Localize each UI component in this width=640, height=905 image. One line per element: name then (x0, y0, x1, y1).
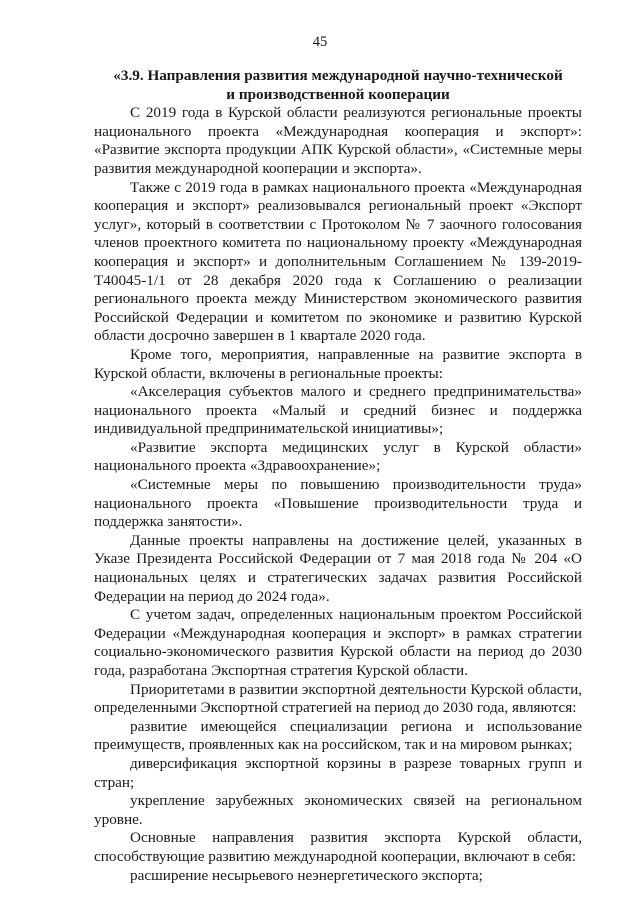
section-heading-line-2: и производственной кооперации (226, 85, 450, 103)
paragraph-export-strategy: С учетом задач, определенных национальным проектом Российской Федерации «Международная кооперация и экспорт» в рамках стратегии социально-экономического развития Курской области на период до 2030 года, разработана Экспортная стратегия Курской области. (94, 606, 582, 679)
paragraph-presidential-decree: Данные проекты направлены на достижение целей, указанных в Указе Президента Российской Федерации от 7 мая 2018 года № 204 «О национальных целях и стратегических задачах развития Российской Федерации на период до 2024 года». (94, 531, 582, 605)
page-content (94, 67, 582, 885)
paragraph-directions-intro: Основные направления развития экспорта Курской области, способствующие развитию международной кооперации, включают в себя: (94, 829, 582, 865)
paragraph-priority-diversification: диверсификация экспортной корзины в разрезе товарных групп и стран; (94, 754, 582, 791)
paragraph-project-productivity: «Системные меры по повышению производительности труда» национального проекта «Повышение производительности труда и поддержка занятости». (94, 476, 582, 531)
paragraph-project-acceleration: «Акселерация субъектов малого и среднего предпринимательства» национального проекта «Малый и средний бизнес и поддержка индивидуальной предпринимательской инициативы»; (94, 383, 582, 438)
section-heading (94, 67, 582, 104)
page-number: 45 (312, 34, 328, 50)
paragraph-priority-specialization: развитие имеющейся специализации региона и использование преимуществ, проявленных как на российском, так и на мировом рынках; (94, 717, 582, 754)
paragraph-direction-nonresource: расширение несырьевого неэнергетического экспорта; (130, 866, 483, 884)
paragraph-project-medical: «Развитие экспорта медицинских услуг в Курской области» национального проекта «Здравоохранение»; (94, 438, 582, 475)
paragraph-export-services: Также с 2019 года в рамках национального проекта «Международная кооперация и экспорт» реализовывался региональный проект «Экспорт услуг», который в соответствии с Протоколом № 7 заочного голосования членов проектного комитета по национальному проекту «Международная кооперация и экспорт» и дополнительным Соглашением № 139-2019-T40045-1/1 от 28 декабря 2020 года к Соглашению о реализации регионального проекта между Министерством экономического развития Российской Федерации и комитетом по экономике и развитию Курской области досрочно завершен в 1 квартале 2020 года. (94, 178, 582, 345)
paragraph-regional-projects: С 2019 года в Курской области реализуются региональные проекты национального проекта «Международная кооперация и экспорт»: «Развитие экспорта продукции АПК Курской области», «Системные меры развития международной кооперации и экспорта». (94, 104, 582, 177)
paragraph-other-projects-intro: Кроме того, мероприятия, направленные на развитие экспорта в Курской области, включены в региональные проекты: (94, 345, 582, 382)
paragraph-priority-ties: укрепление зарубежных экономических связей на региональном уровне. (94, 792, 582, 828)
section-heading-line-1: «3.9. Направления развития международной научно-технической (113, 67, 563, 84)
paragraph-priorities-intro: Приоритетами в развитии экспортной деятельности Курской области, определенными Экспортной стратегией на период до 2030 года, являются: (94, 680, 582, 717)
